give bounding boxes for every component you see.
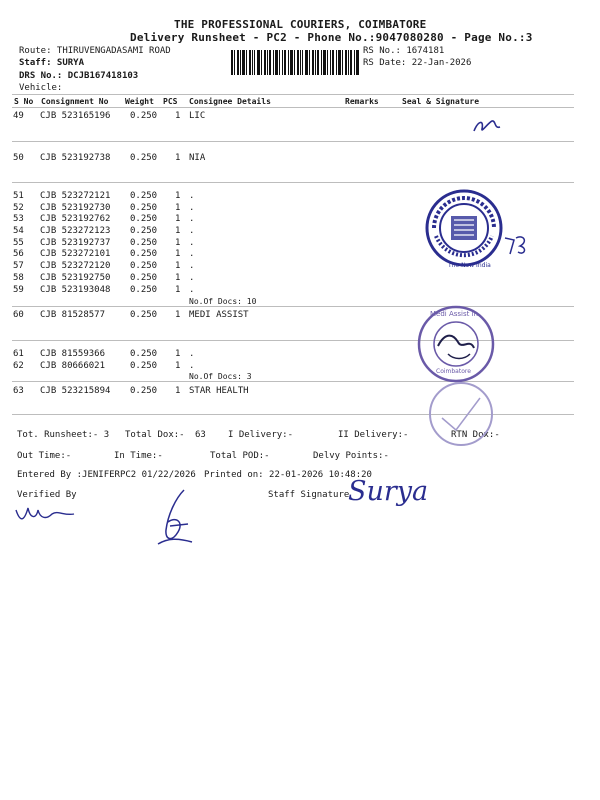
verified-by-label: Verified By xyxy=(17,490,77,500)
row-sno: 56 xyxy=(13,249,24,259)
seal-text: The New India xyxy=(448,262,491,269)
company-title: THE PROFESSIONAL COURIERS, COIMBATORE xyxy=(174,18,427,31)
docs-count-note: No.Of Docs: 3 xyxy=(189,372,252,381)
row-pcs: 1 xyxy=(175,361,181,371)
table-row xyxy=(0,310,600,322)
row-sno: 57 xyxy=(13,261,24,271)
row-weight: 0.250 xyxy=(130,310,158,320)
row-weight: 0.250 xyxy=(130,153,158,163)
printed-on: Printed on: 22-01-2026 10:48:20 xyxy=(204,470,372,480)
row-consignee: NIA xyxy=(189,153,206,163)
row-weight: 0.250 xyxy=(130,226,158,236)
col-seal: Seal & Signature xyxy=(402,97,480,106)
row-weight: 0.250 xyxy=(130,203,158,213)
row-pcs: 1 xyxy=(175,249,181,259)
row-consignee: . xyxy=(189,214,195,224)
in-time-label: In Time:- xyxy=(114,451,163,461)
row-consignee: . xyxy=(189,285,195,295)
row-consignee: . xyxy=(189,261,195,271)
row-pcs: 1 xyxy=(175,285,181,295)
row-consignee: LIC xyxy=(189,111,206,121)
row-pcs: 1 xyxy=(175,349,181,359)
row-pcs: 1 xyxy=(175,191,181,201)
row-sno: 53 xyxy=(13,214,24,224)
row-sno: 62 xyxy=(13,361,24,371)
staff-signature-label: Staff Signature xyxy=(268,490,350,500)
row-consignment: CJB 523192737 xyxy=(40,238,111,248)
i-delivery-label: I Delivery:- xyxy=(228,430,294,440)
seal-text: Medi Assist in xyxy=(430,310,478,318)
table-row xyxy=(0,261,600,273)
rs-date: RS Date: 22-Jan-2026 xyxy=(363,58,472,68)
row-consignee: . xyxy=(189,349,195,359)
runsheet-subtitle: Delivery Runsheet - PC2 - Phone No.:9047080280 - Page No.:3 xyxy=(130,31,533,44)
row-consignment: CJB 523192730 xyxy=(40,203,111,213)
barcode-icon xyxy=(231,50,359,75)
row-pcs: 1 xyxy=(175,261,181,271)
row-sno: 61 xyxy=(13,349,24,359)
row-pcs: 1 xyxy=(175,273,181,283)
row-weight: 0.250 xyxy=(130,249,158,259)
row-consignment: CJB 523193048 xyxy=(40,285,111,295)
table-row xyxy=(0,111,600,123)
row-rule xyxy=(12,182,574,183)
row-consignment: CJB 81559366 xyxy=(40,349,106,359)
table-row xyxy=(0,386,600,398)
staff-signature: Surya xyxy=(348,476,429,507)
row-consignee: . xyxy=(189,203,195,213)
handwritten-signature-icon xyxy=(148,486,198,548)
row-consignment: CJB 523272101 xyxy=(40,249,111,259)
row-rule xyxy=(12,141,574,142)
row-pcs: 1 xyxy=(175,153,181,163)
total-pod-label: Total POD:- xyxy=(210,451,270,461)
seal-text: Coimbatore xyxy=(436,368,471,375)
row-sno: 63 xyxy=(13,386,24,396)
table-row xyxy=(0,349,600,361)
col-consignment: Consignment No xyxy=(41,97,109,106)
row-consignee: . xyxy=(189,361,195,371)
total-dox-value: 63 xyxy=(195,430,206,440)
col-weight: Weight xyxy=(125,97,154,106)
row-pcs: 1 xyxy=(175,226,181,236)
rtn-dox-label: RTN Dox:- xyxy=(451,430,500,440)
row-weight: 0.250 xyxy=(130,386,158,396)
row-weight: 0.250 xyxy=(130,214,158,224)
row-weight: 0.250 xyxy=(130,261,158,271)
delvy-points-label: Delvy Points:- xyxy=(313,451,389,461)
row-pcs: 1 xyxy=(175,386,181,396)
row-pcs: 1 xyxy=(175,203,181,213)
row-sno: 52 xyxy=(13,203,24,213)
row-weight: 0.250 xyxy=(130,111,158,121)
row-pcs: 1 xyxy=(175,310,181,320)
row-pcs: 1 xyxy=(175,111,181,121)
header-bottom-rule xyxy=(12,107,574,108)
row-weight: 0.250 xyxy=(130,285,158,295)
handwritten-mark-icon xyxy=(502,232,532,258)
total-dox-label: Total Dox:- xyxy=(125,430,185,440)
route-label: Route: THIRUVENGADASAMI ROAD xyxy=(19,46,171,56)
row-consignment: CJB 523165196 xyxy=(40,111,111,121)
row-weight: 0.250 xyxy=(130,349,158,359)
entered-by: Entered By :JENIFERPC2 01/22/2026 xyxy=(17,470,196,480)
row-consignee: STAR HEALTH xyxy=(189,386,249,396)
row-consignee: . xyxy=(189,226,195,236)
drs-number: DRS No.: DCJB167418103 xyxy=(19,71,139,81)
row-consignee: . xyxy=(189,191,195,201)
out-time-label: Out Time:- xyxy=(17,451,72,461)
col-pcs: PCS xyxy=(163,97,178,106)
row-consignment: CJB 81528577 xyxy=(40,310,106,320)
row-consignment: CJB 523192750 xyxy=(40,273,111,283)
row-consignment: CJB 523192762 xyxy=(40,214,111,224)
row-sno: 49 xyxy=(13,111,24,121)
table-row xyxy=(0,191,600,203)
table-row xyxy=(0,214,600,226)
faded-seal-icon xyxy=(422,380,500,448)
row-consignment: CJB 523272120 xyxy=(40,261,111,271)
rs-number: RS No.: 1674181 xyxy=(363,46,445,56)
row-weight: 0.250 xyxy=(130,191,158,201)
table-row xyxy=(0,153,600,165)
header-top-rule xyxy=(12,94,574,95)
row-weight: 0.250 xyxy=(130,361,158,371)
col-consignee: Consignee Details xyxy=(189,97,271,106)
table-row xyxy=(0,361,600,373)
table-row xyxy=(0,285,600,297)
ii-delivery-label: II Delivery:- xyxy=(338,430,409,440)
staff-label: Staff: SURYA xyxy=(19,58,85,68)
row-sno: 59 xyxy=(13,285,24,295)
docs-count-note: No.Of Docs: 10 xyxy=(189,297,257,306)
verifier-signature-icon xyxy=(12,500,78,528)
row-consignee: . xyxy=(189,249,195,259)
row-sno: 58 xyxy=(13,273,24,283)
row-consignment: CJB 523272121 xyxy=(40,191,111,201)
row-consignee: . xyxy=(189,238,195,248)
row-consignment: CJB 523272123 xyxy=(40,226,111,236)
row-weight: 0.250 xyxy=(130,273,158,283)
table-row xyxy=(0,273,600,285)
row-consignment: CJB 523192738 xyxy=(40,153,111,163)
round-seal-icon xyxy=(424,188,504,268)
row-pcs: 1 xyxy=(175,238,181,248)
row-sno: 60 xyxy=(13,310,24,320)
vehicle-label: Vehicle: xyxy=(19,83,63,93)
handwritten-initial-icon xyxy=(470,115,504,137)
row-weight: 0.250 xyxy=(130,238,158,248)
row-consignment: CJB 523215894 xyxy=(40,386,111,396)
col-remarks: Remarks xyxy=(345,97,379,106)
row-sno: 54 xyxy=(13,226,24,236)
row-sno: 51 xyxy=(13,191,24,201)
row-consignee: MEDI ASSIST xyxy=(189,310,249,320)
row-consignee: . xyxy=(189,273,195,283)
row-consignment: CJB 80666021 xyxy=(40,361,106,371)
row-sno: 55 xyxy=(13,238,24,248)
total-runsheet: Tot. Runsheet:- 3 xyxy=(17,430,110,440)
row-pcs: 1 xyxy=(175,214,181,224)
col-sno: S No xyxy=(14,97,34,106)
row-sno: 50 xyxy=(13,153,24,163)
